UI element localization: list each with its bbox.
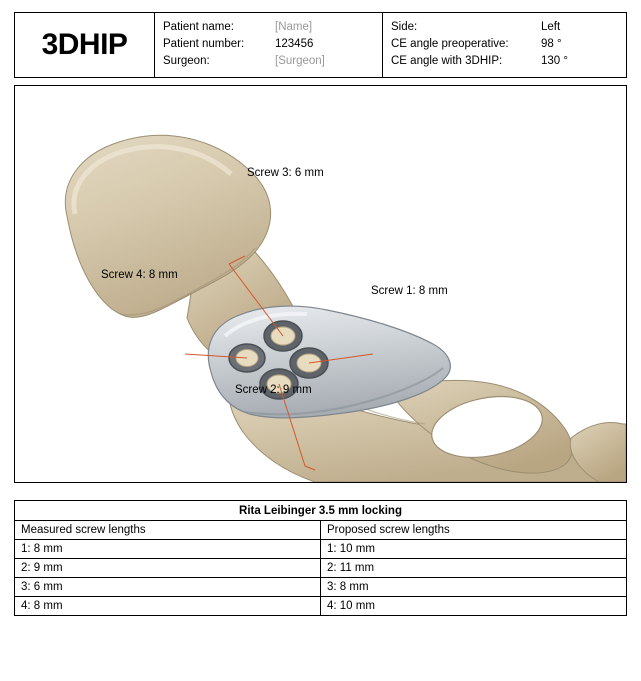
table-row <box>15 559 627 578</box>
annotation-screw-1: Screw 1: 8 mm <box>371 285 448 297</box>
ce-angle-3dhip-value: 130 ° <box>541 55 568 67</box>
surgeon-label: Surgeon: <box>163 55 210 67</box>
annotation-screw-3: Screw 3: 6 mm <box>247 167 324 179</box>
ce-angle-3dhip-row <box>391 53 626 70</box>
patient-name-value: [Name] <box>275 21 313 33</box>
ce-angle-3dhip-label: CE angle with 3DHIP: <box>391 55 503 67</box>
side-row <box>391 19 626 36</box>
measured-screw-4: 4: 8 mm <box>15 597 321 616</box>
proposed-screw-4: 4: 10 mm <box>321 597 627 616</box>
patient-info-block <box>155 13 383 77</box>
patient-name-label: Patient name: <box>163 21 234 33</box>
annotation-screw-2: Screw 2: 9 mm <box>235 384 312 396</box>
brand-logo: 3DHIP <box>41 28 128 61</box>
ce-angle-preop-row <box>391 36 626 53</box>
proposed-screw-3: 3: 8 mm <box>321 578 627 597</box>
angle-info-block <box>383 13 626 77</box>
ce-angle-preop-label: CE angle preoperative: <box>391 38 509 50</box>
measured-screw-3: 3: 6 mm <box>15 578 321 597</box>
column-header-measured: Measured screw lengths <box>15 521 321 540</box>
screw-length-table <box>14 500 627 616</box>
measured-screw-2: 2: 9 mm <box>15 559 321 578</box>
table-row <box>15 578 627 597</box>
patient-number-value: 123456 <box>275 38 314 50</box>
proposed-screw-2: 2: 11 mm <box>321 559 627 578</box>
logo-cell <box>15 13 155 77</box>
patient-number-label: Patient number: <box>163 38 245 50</box>
implant-title: Rita Leibinger 3.5 mm locking <box>15 501 627 521</box>
table-row <box>15 597 627 616</box>
report-header <box>14 12 627 78</box>
ce-angle-preop-value: 98 ° <box>541 38 562 50</box>
proposed-screw-1: 1: 10 mm <box>321 540 627 559</box>
side-label: Side: <box>391 21 418 33</box>
annotation-screw-4: Screw 4: 8 mm <box>101 269 178 281</box>
measured-screw-1: 1: 8 mm <box>15 540 321 559</box>
surgeon-row <box>163 53 382 70</box>
surgeon-value: [Surgeon] <box>275 55 325 67</box>
pelvis-3d-render-panel <box>14 85 627 483</box>
patient-number-row <box>163 36 382 53</box>
table-header-row <box>15 521 627 540</box>
column-header-proposed: Proposed screw lengths <box>321 521 627 540</box>
table-title-row <box>15 501 627 521</box>
patient-name-row <box>163 19 382 36</box>
side-value: Left <box>541 21 561 33</box>
table-row <box>15 540 627 559</box>
